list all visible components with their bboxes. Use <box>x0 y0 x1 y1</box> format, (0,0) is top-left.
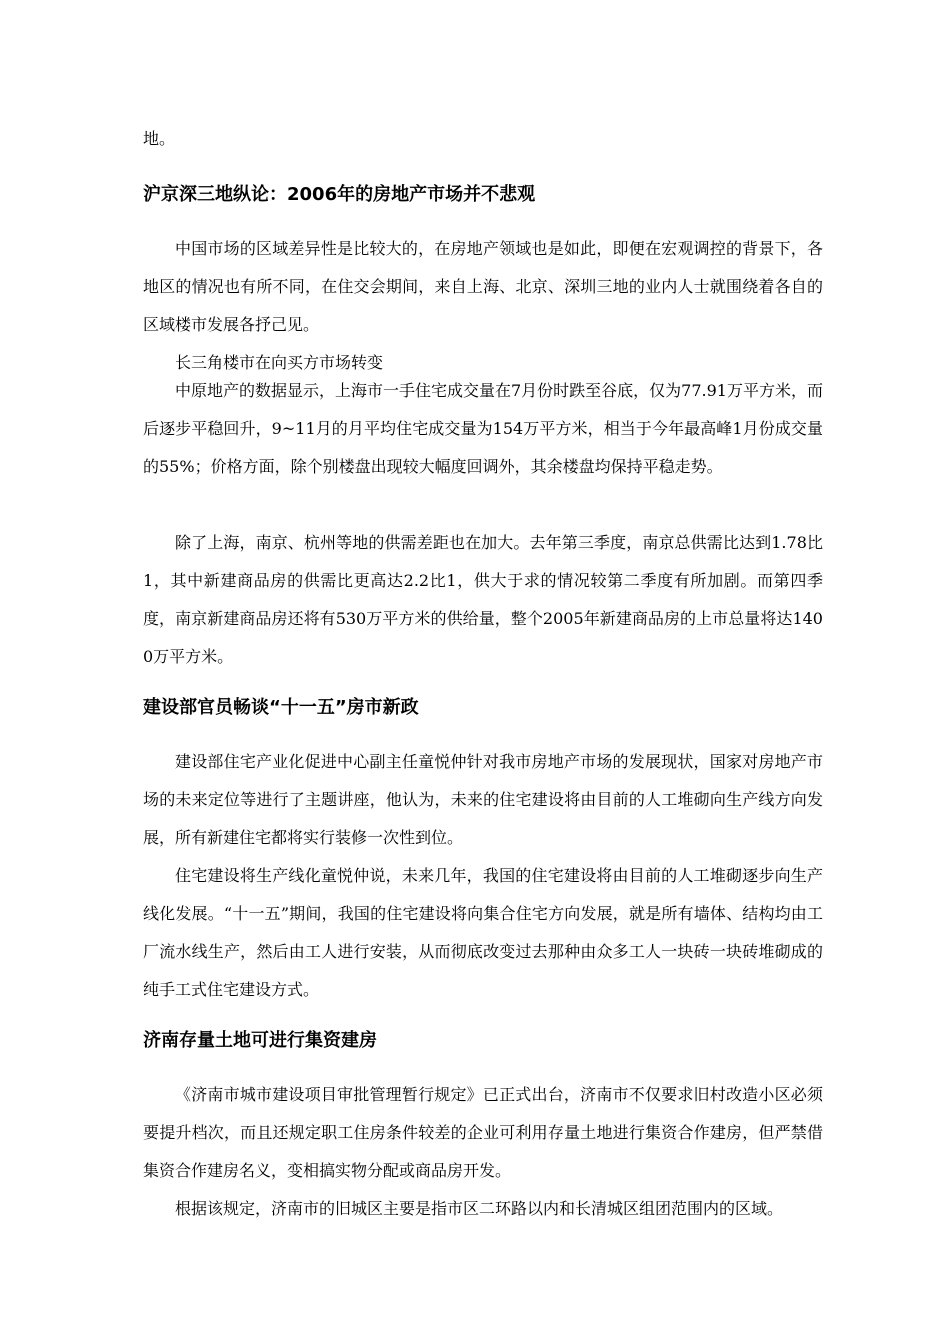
section-3-heading: 济南存量土地可进行集资建房 <box>143 1030 377 1051</box>
section-3-paragraph-1: 《济南市城市建设项目审批管理暂行规定》已正式出台，济南市不仅要求旧村改造小区必须要提升档次，而且还规定职工住房条件较差的企业可利用存量土地进行集资合作建房，但严禁借集资合作建房名义，变相搞实物分配或商品房开发。 <box>143 1085 823 1180</box>
section-1-heading: 沪京深三地纵论：2006年的房地产市场并不悲观 <box>143 184 536 205</box>
lead-fragment: 地。 <box>143 129 176 148</box>
section-1-paragraph-1: 中国市场的区域差异性是比较大的，在房地产领域也是如此，即便在宏观调控的背景下，各地区的情况也有所不同，在住交会期间，来自上海、北京、深圳三地的业内人士就围绕着各自的区域楼市发展各抒己见。 <box>143 239 823 334</box>
section-1-subheading: 长三角楼市在向买方市场转变 <box>175 353 384 372</box>
section-3-paragraph-2: 根据该规定，济南市的旧城区主要是指市区二环路以内和长清城区组团范围内的区域。 <box>175 1199 784 1218</box>
section-2-paragraph-1: 建设部住宅产业化促进中心副主任童悦仲针对我市房地产市场的发展现状，国家对房地产市场的未来定位等进行了主题讲座，他认为，未来的住宅建设将由目前的人工堆砌向生产线方向发展，所有新建住宅都将实行装修一次性到位。 <box>143 752 823 847</box>
section-2-paragraph-2: 住宅建设将生产线化童悦仲说，未来几年，我国的住宅建设将由目前的人工堆砌逐步向生产线化发展。“十一五”期间，我国的住宅建设将向集合住宅方向发展，就是所有墙体、结构均由工厂流水线生产，然后由工人进行安装，从而彻底改变过去那种由众多工人一块砖一块砖堆砌成的纯手工式住宅建设方式。 <box>143 866 823 999</box>
section-2-heading: 建设部官员畅谈“十一五”房市新政 <box>143 697 419 718</box>
section-1-paragraph-3: 除了上海，南京、杭州等地的供需差距也在加大。去年第三季度，南京总供需比达到1.78比1，其中新建商品房的供需比更高达2.2比1，供大于求的情况较第二季度有所加剧。而第四季度，南京新建商品房还将有530万平方米的供给量，整个2005年新建商品房的上市总量将达1400万平方米。 <box>143 533 823 666</box>
section-1-paragraph-2: 中原地产的数据显示，上海市一手住宅成交量在7月份时跌至谷底，仅为77.91万平方米，而后逐步平稳回升，9~11月的月平均住宅成交量为154万平方米，相当于今年最高峰1月份成交量的55%；价格方面，除个别楼盘出现较大幅度回调外，其余楼盘均保持平稳走势。 <box>143 381 823 476</box>
